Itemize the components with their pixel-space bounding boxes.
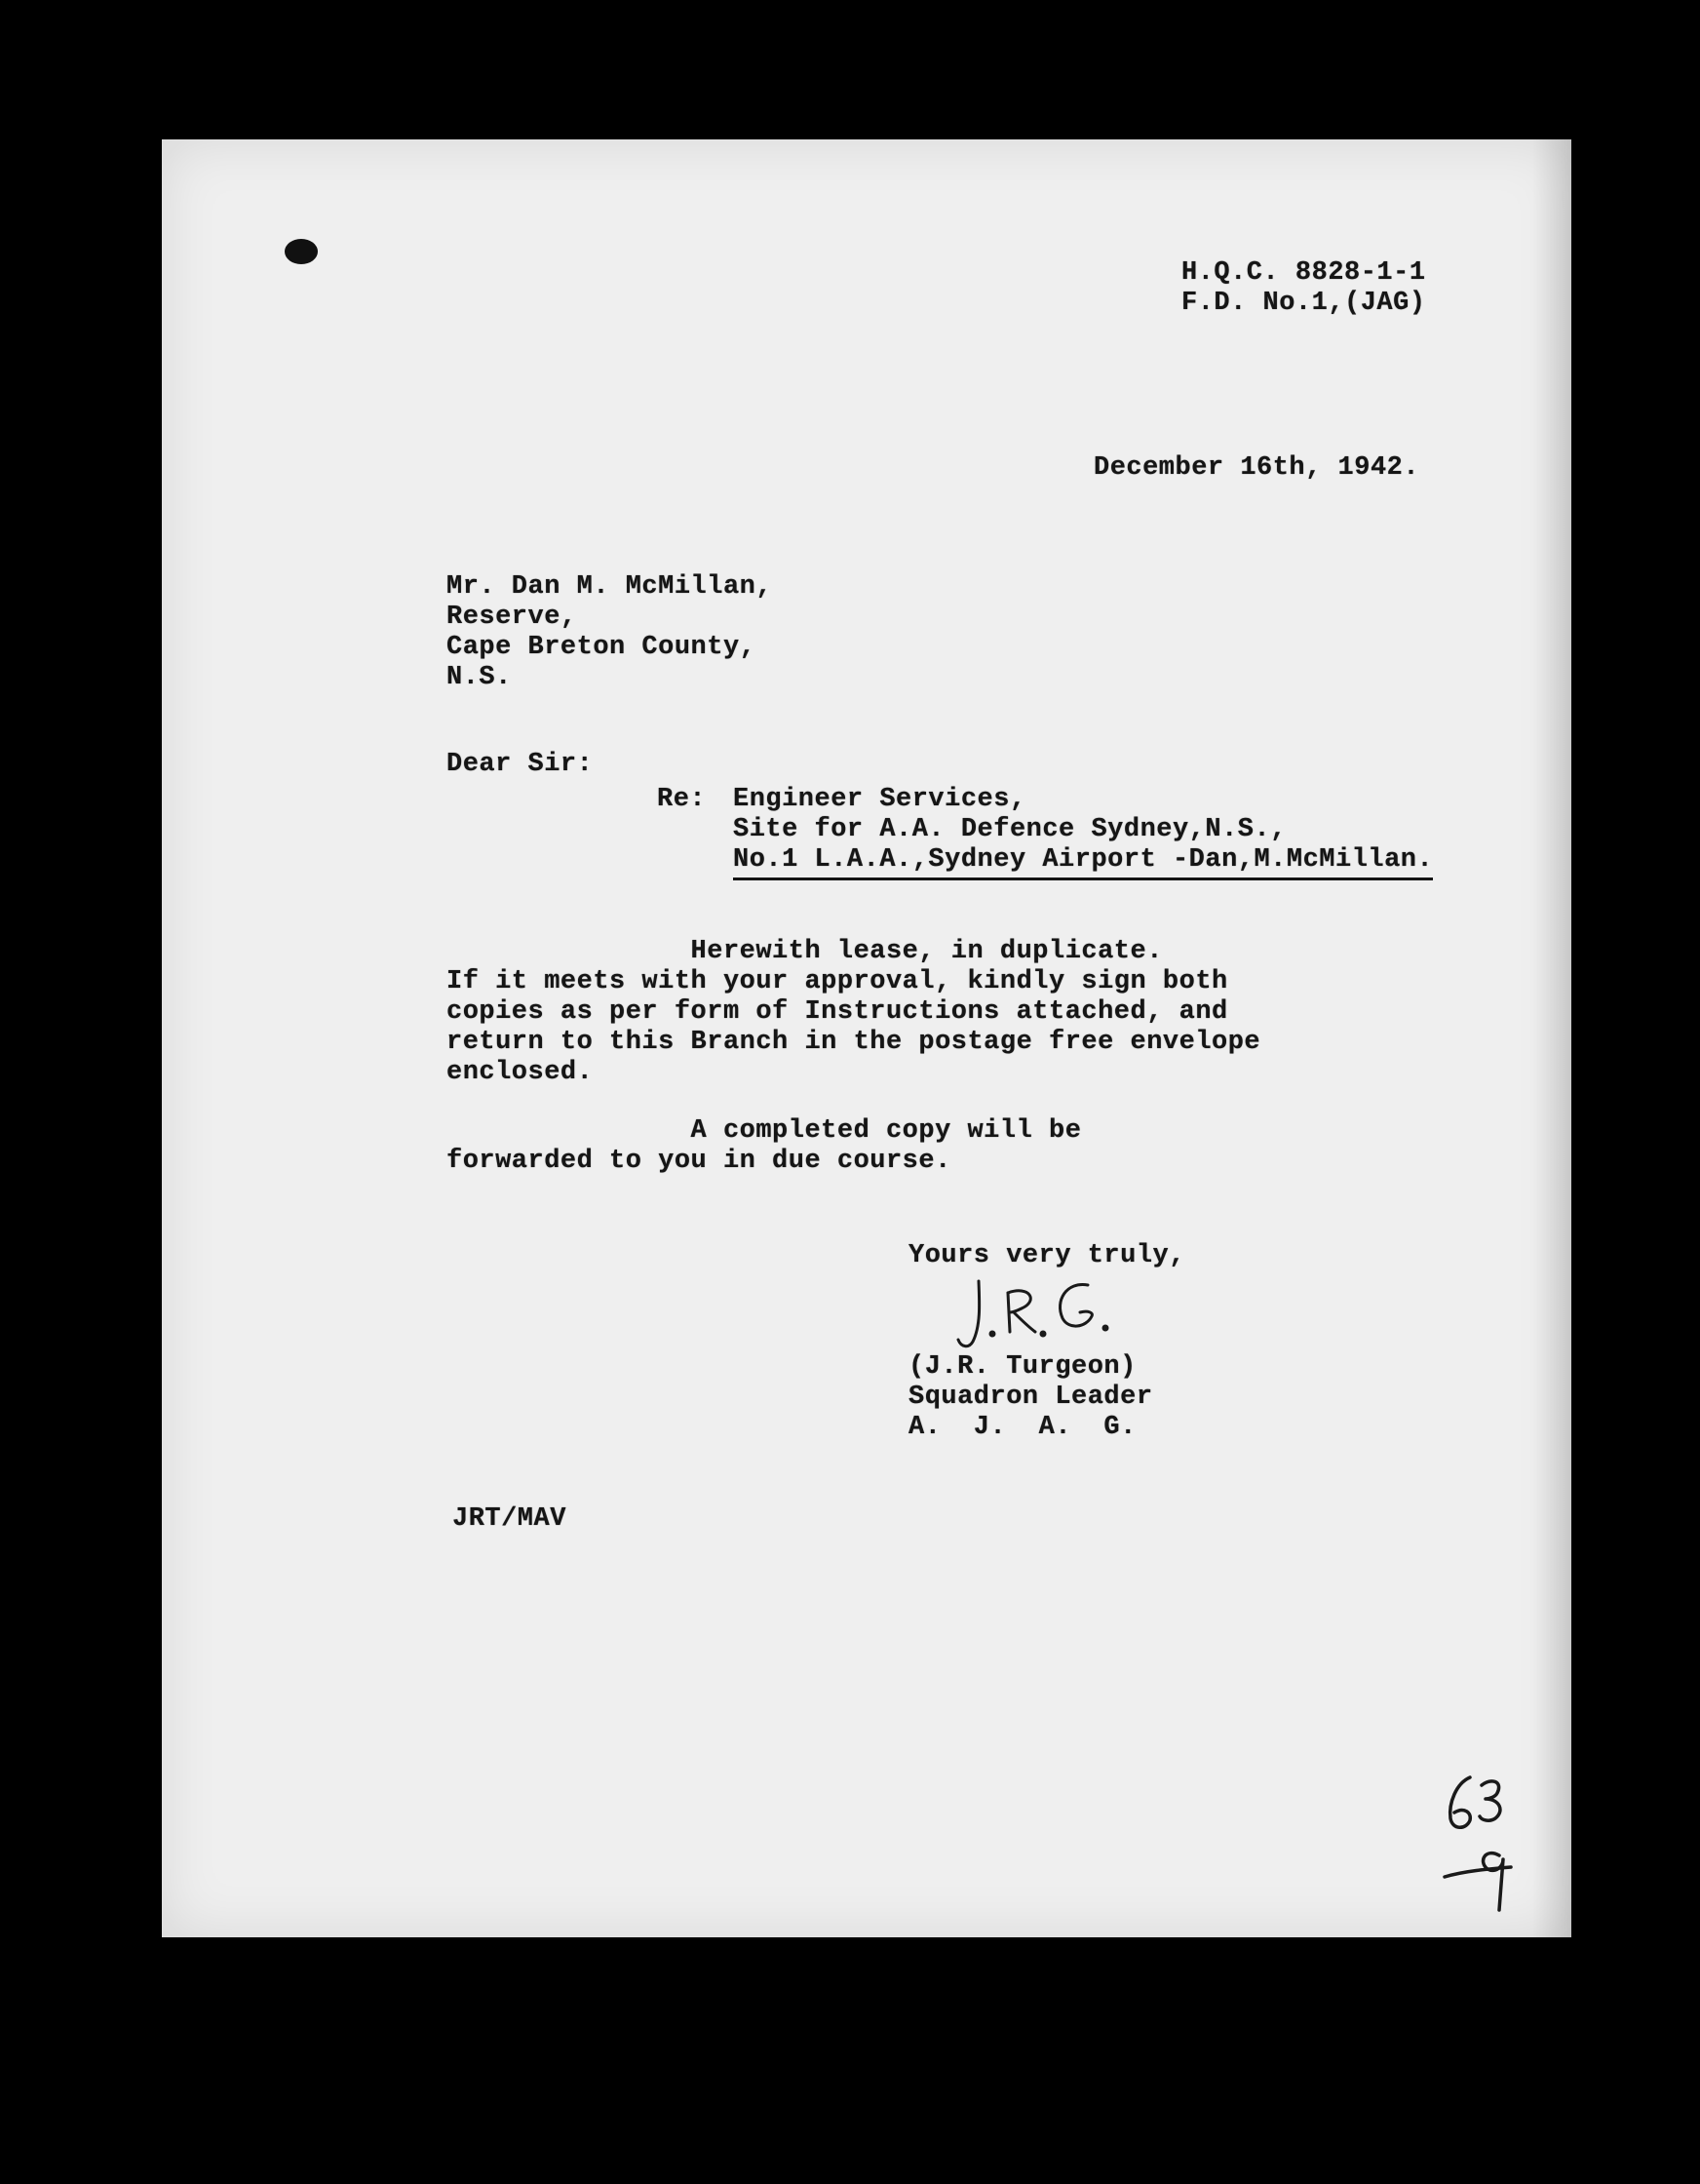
letter-date: December 16th, 1942. [1094,453,1420,483]
reference-line-1: H.Q.C. 8828-1-1 [1181,258,1426,288]
letter-page [162,139,1571,1937]
addressee-line: Mr. Dan M. McMillan, [446,572,773,602]
typist-initials: JRT/MAV [452,1504,566,1534]
addressee-line: Reserve, [446,603,577,632]
subject-label: Re: [657,785,707,814]
reference-line-2: F.D. No.1,(JAG) [1181,289,1426,318]
file-reference [1181,258,1426,319]
body-paragraph-1: Herewith lease, in duplicate. If it meets with your approval, kindly sign both copies as per form of Instructions attached, and return to this Branch in the postage free envelope enclosed. [446,937,1261,1087]
subject-line-1: Engineer Services, [733,785,1026,814]
signatory-office: A. J. A. G. [908,1413,1137,1442]
addressee-line: N.S. [446,663,512,692]
addressee-line: Cape Breton County, [446,633,756,662]
body-paragraph-2: A completed copy will be forwarded to you in due course. [446,1116,1082,1176]
complimentary-close: Yours very truly, [908,1241,1185,1270]
signatory-rank: Squadron Leader [908,1383,1153,1412]
addressee-block [446,572,772,693]
punch-hole [285,239,318,264]
handwritten-folio-number [1410,1774,1526,1920]
subject-line-3: No.1 L.A.A.,Sydney Airport -Dan,M.McMillan. [733,845,1433,880]
salutation: Dear Sir: [446,750,594,779]
signatory-name: (J.R. Turgeon) [908,1352,1137,1382]
subject-line-2: Site for A.A. Defence Sydney,N.S., [733,815,1287,844]
